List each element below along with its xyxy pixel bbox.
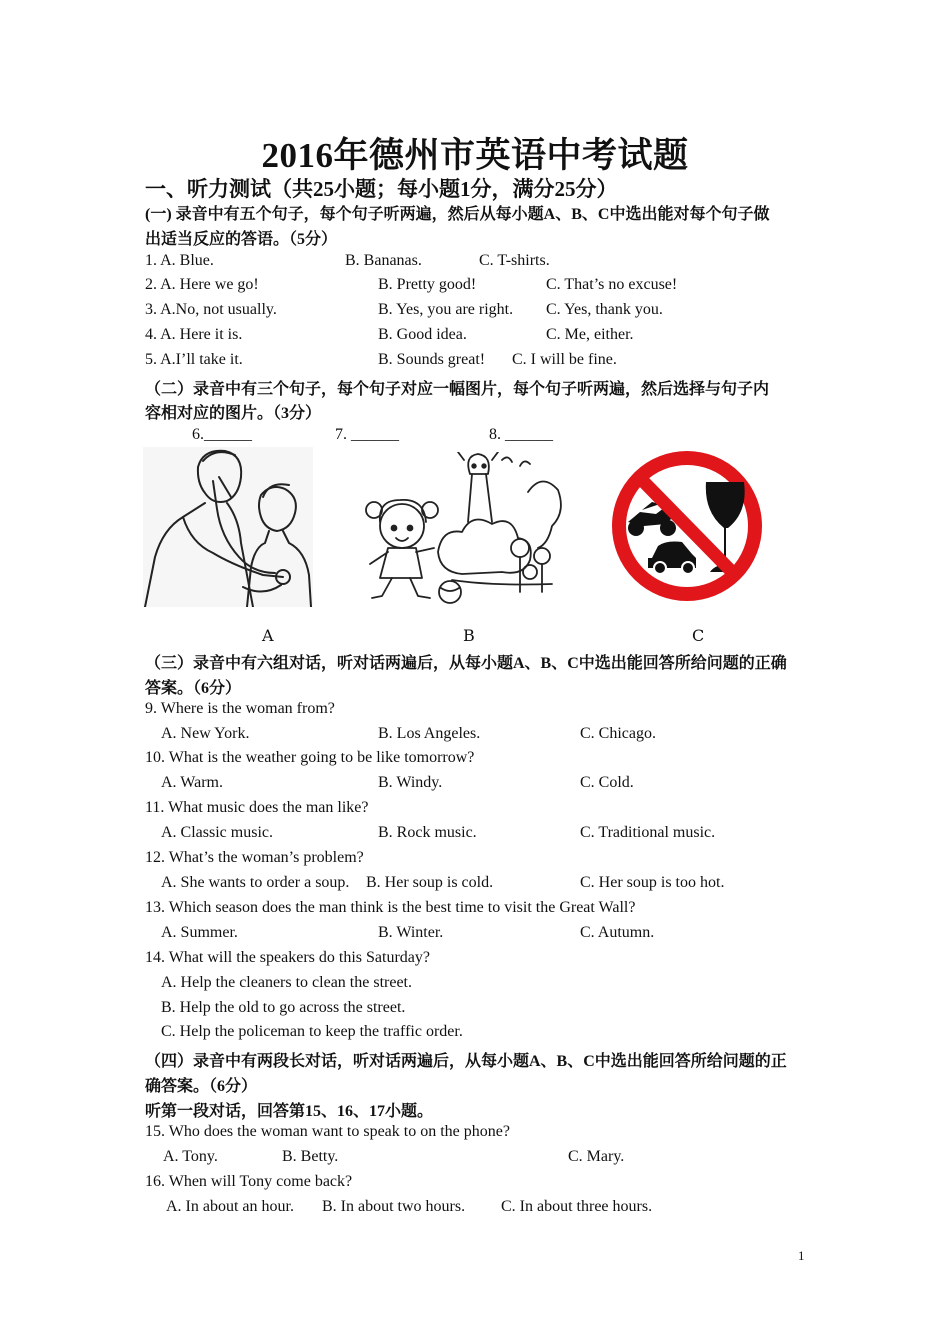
q5-option-b: B. Sounds great! [378,351,486,368]
part4-subheading: 听第一段对话，回答第15、16、17小题。 [145,1103,434,1120]
q15-option-b: B. Betty. [282,1148,339,1165]
q11-option-a: A. Classic music. [161,824,273,841]
q14-option-b: B. Help the old to go across the street. [161,999,406,1016]
part2-instructions-line2: 容相对应的图片。（3分） [145,405,322,422]
q13-option-c: C. Autumn. [580,924,655,941]
part3-instructions-line1: （三）录音中有六组对话，听对话两遍后，从每小题A、B、C中选出能回答所给问题的正确 [145,655,787,672]
blank-8: 8. ______ [489,426,553,443]
girl-playing-picture [352,452,567,608]
q3-option-c: C. Yes, thank you. [546,301,663,318]
q2-option-a: 2. A. Here we go! [145,276,259,293]
q16-option-a: A. In about an hour. [166,1198,294,1215]
q3-option-b: B. Yes, you are right. [378,301,514,318]
q12-question: 12. What’s the woman’s problem? [145,849,364,866]
q14-question: 14. What will the speakers do this Saturday? [145,949,430,966]
document-title: 2016年德州市英语中考试题 [261,136,689,175]
q12-option-b: B. Her soup is cold. [366,874,494,891]
q10-option-c: C. Cold. [580,774,634,791]
q9-option-a: A. New York. [161,725,250,742]
part1-instructions-line2: 出适当反应的答语。（5分） [145,231,338,248]
q1-option-c: C. T-shirts. [479,252,550,269]
part4-instructions-line1: （四）录音中有两段长对话，听对话两遍后，从每小题A、B、C中选出能回答所给问题的正 [145,1053,787,1070]
part1-instructions-line1: (一) 录音中有五个句子，每个句子听两遍，然后从每小题A、B、C中选出能对每个句子做 [145,206,770,223]
q4-option-a: 4. A. Here it is. [145,326,243,343]
q14-option-c: C. Help the policeman to keep the traffic order. [161,1023,463,1040]
q16-question: 16. When will Tony come back? [145,1173,353,1190]
q15-option-a: A. Tony. [163,1148,218,1165]
part2-instructions-line1: （二）录音中有三个句子，每个句子对应一幅图片，每个句子听两遍，然后选择与句子内 [145,381,770,398]
page-number: 1 [798,1248,805,1263]
picture-label-b: B [463,626,475,645]
section-heading: 一、听力测试（共25小题；每小题1分，满分25分） [145,177,618,201]
q10-option-b: B. Windy. [378,774,443,791]
picture-label-c: C [692,626,705,645]
part3-instructions-line2: 答案。（6分） [145,680,242,697]
q11-option-c: C. Traditional music. [580,824,716,841]
q13-option-b: B. Winter. [378,924,444,941]
q11-option-b: B. Rock music. [378,824,477,841]
q3-option-a: 3. A.No, not usually. [145,301,277,318]
q16-option-b: B. In about two hours. [322,1198,466,1215]
q9-option-c: C. Chicago. [580,725,656,742]
blank-6: 6.______ [192,426,252,443]
q12-option-c: C. Her soup is too hot. [580,874,725,891]
q10-question: 10. What is the weather going to be like tomorrow? [145,749,475,766]
q1-option-a: 1. A. Blue. [145,252,214,269]
q10-option-a: A. Warm. [161,774,223,791]
q13-option-a: A. Summer. [161,924,238,941]
part4-instructions-line2: 确答案。（6分） [145,1078,258,1095]
q2-option-c: C. That’s no excuse! [546,276,678,293]
q15-question: 15. Who does the woman want to speak to on the phone? [145,1123,510,1140]
q12-option-a: A. She wants to order a soup. [161,874,350,891]
q14-option-a: A. Help the cleaners to clean the street. [161,974,412,991]
q5-option-c: C. I will be fine. [512,351,617,368]
q4-option-b: B. Good idea. [378,326,467,343]
doctor-picture [143,447,313,607]
picture-label-a: A [262,626,274,645]
no-drinking-driving-sign [606,446,768,606]
q11-question: 11. What music does the man like? [145,799,369,816]
q5-option-a: 5. A.I’ll take it. [145,351,243,368]
q4-option-c: C. Me, either. [546,326,634,343]
q9-question: 9. Where is the woman from? [145,700,335,717]
q16-option-c: C. In about three hours. [501,1198,653,1215]
q15-option-c: C. Mary. [568,1148,625,1165]
q13-question: 13. Which season does the man think is the best time to visit the Great Wall? [145,899,636,916]
q2-option-b: B. Pretty good! [378,276,477,293]
q1-option-b: B. Bananas. [345,252,422,269]
q9-option-b: B. Los Angeles. [378,725,481,742]
blank-7: 7. ______ [335,426,399,443]
